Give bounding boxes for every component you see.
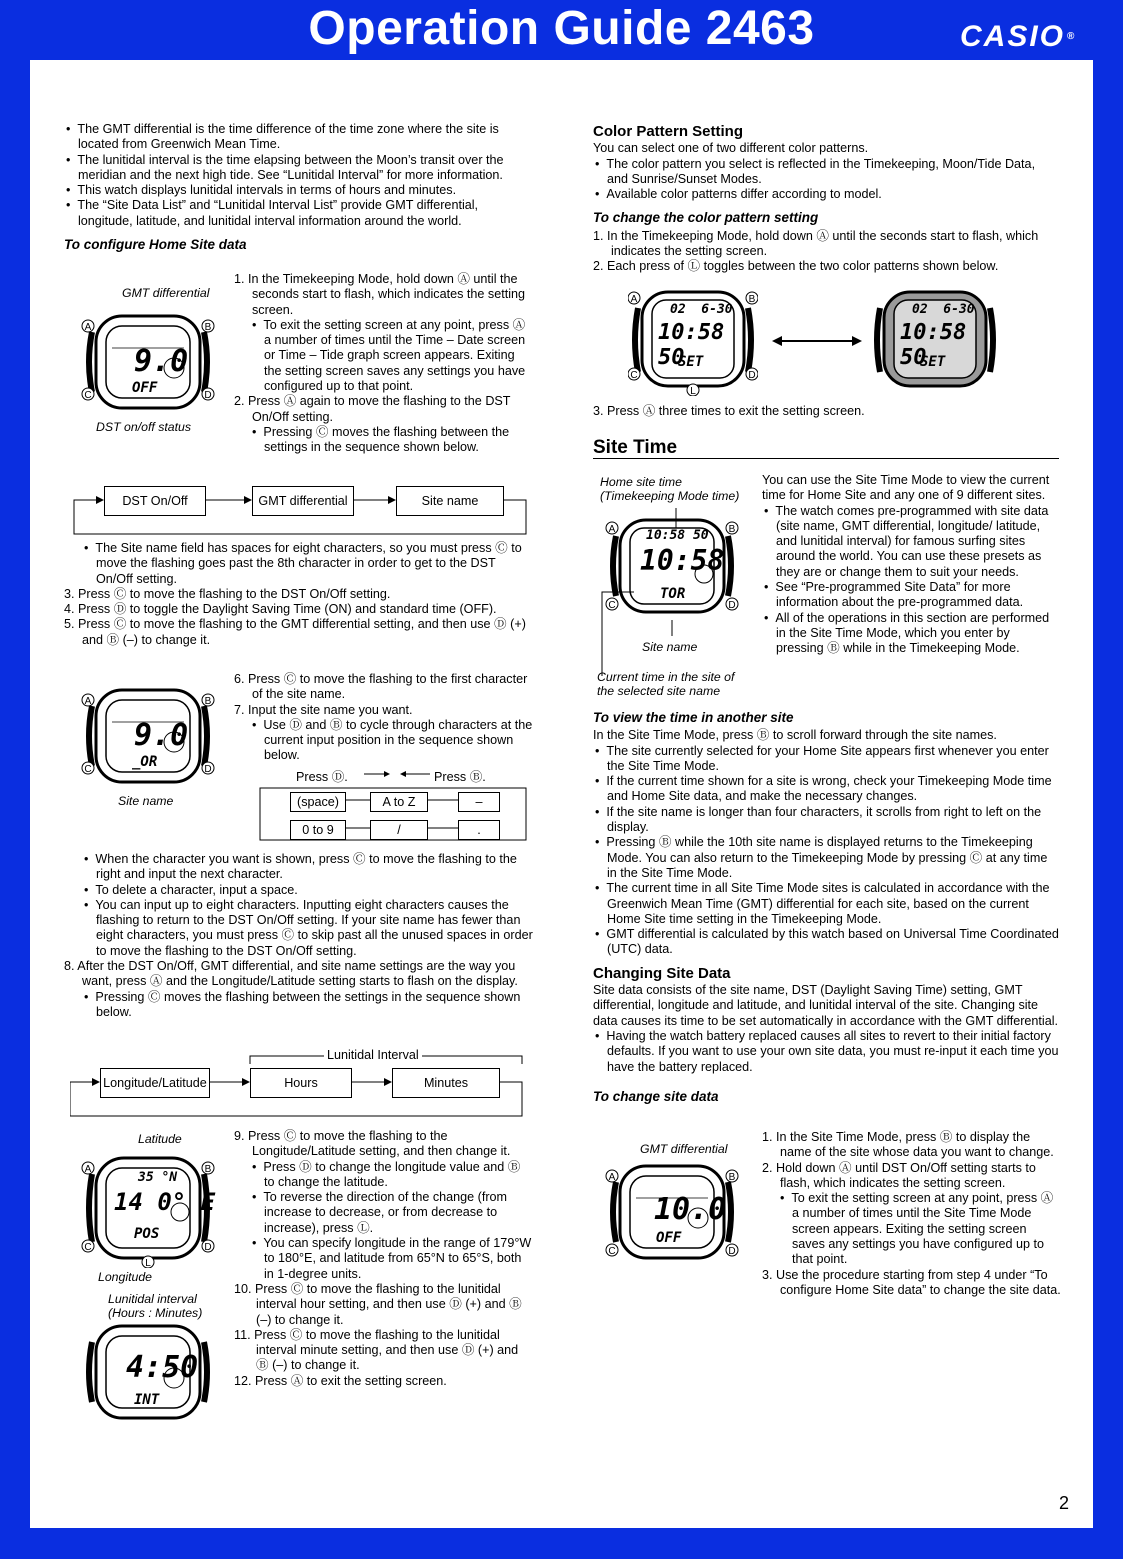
intro-bullet: • The lunitidal interval is the time elapsing between the Moon’s transit over the meridian and the next high tide. See “Lunitidal Interval” for more information. xyxy=(66,152,504,182)
color-bullet: • The color pattern you select is reflected in the Timekeeping, Moon/Tide Data, and Sunrise/Sunset Modes. xyxy=(595,156,1036,186)
view-bullet: • The site currently selected for your Home Site appears first whenever you enter the Site Time Mode. xyxy=(595,743,1049,773)
lcd-main: 10:58 xyxy=(640,544,725,577)
step-7: 7. Input the site name you want. xyxy=(234,702,413,717)
flow-box-longlat: Longitude/Latitude xyxy=(100,1068,210,1098)
color-subheading: To change the color pattern setting xyxy=(593,210,819,226)
steps-9-12 xyxy=(234,1129,534,1389)
char-box-a-to-z: A to Z xyxy=(370,792,428,812)
color-intro: You can select one of two different color patterns. xyxy=(593,141,869,156)
lcd-bottom: TOR xyxy=(660,586,686,602)
step-4: 4. Press Ⓓ to toggle the Daylight Saving Time (ON) and standard time (OFF). xyxy=(64,602,497,617)
flow-group-lunitidal: Lunitidal Interval xyxy=(324,1048,422,1062)
lcd-top: 35 °N xyxy=(138,1170,178,1185)
header-bar xyxy=(0,0,1123,58)
flow-box-minutes: Minutes xyxy=(392,1068,500,1098)
step-5: 5. Press Ⓒ to move the flashing to the GMT differential setting, and then use Ⓓ (+) and Ⓑ (–) to change it. xyxy=(64,617,526,647)
lcd-top: 02 6-30 xyxy=(912,302,975,317)
page-number: 2 xyxy=(1058,1493,1069,1513)
lcd-bottom: _OR xyxy=(132,754,158,770)
ann-lunitidal-interval: Lunitidal interval (Hours : Minutes) xyxy=(108,1292,203,1320)
svg-text:C: C xyxy=(84,764,92,775)
lcd-main: 10.0 xyxy=(654,1192,727,1227)
color-step-3-text: 3. Press Ⓐ three times to exit the setting screen. xyxy=(593,404,865,418)
lcd-top: 10:58 50 xyxy=(646,528,709,543)
char-sequence-diagram xyxy=(258,766,528,846)
logo-text: CASIO xyxy=(960,20,1066,53)
configure-steps xyxy=(234,272,534,456)
changing-intro: Site data consists of the site name, DST (Daylight Saving Time) setting, GMT differential, longitude and latitude, and lunitidal interval of the site. Changing site data causes its time to be set automatically in accordance with the GMT differential. xyxy=(593,983,1059,1028)
intro-bullet: • The GMT differential is the time difference of the time zone where the site is located from Greenwich Mean Time. xyxy=(66,122,499,152)
intro-bullet: • This watch displays lunitidal intervals in terms of hours and minutes. xyxy=(66,183,457,198)
lcd-main: 10:58 50 xyxy=(900,320,967,370)
lcd-main: 9.0 xyxy=(134,718,189,753)
watch-change-site-display xyxy=(604,1160,740,1264)
char-bullet: • To delete a character, input a space. xyxy=(84,882,298,897)
watch-color-pattern-1 xyxy=(628,286,758,396)
change-step-3: 3. Use the procedure starting from step 4 under “To configure Home Site data” to change the site data. xyxy=(762,1267,1061,1297)
char-bullet: • When the character you want is shown, press Ⓒ to move the flashing to the right and input the next character. xyxy=(84,852,517,882)
lcd-bottom: POS xyxy=(134,1226,160,1242)
step-8-bullet: • Pressing Ⓒ moves the flashing between the settings in the sequence shown below. xyxy=(84,989,521,1019)
view-bullet: • If the site name is longer than four characters, it scrolls from right to left on the display. xyxy=(595,804,1042,835)
view-intro: In the Site Time Mode, press Ⓑ to scroll forward through the site names. xyxy=(593,728,997,743)
changing-bullet: • Having the watch battery replaced causes all sites to revert to their initial factory defaults. If you want to use your own site data, you must re-input it each time you have the battery replaced. xyxy=(595,1028,1059,1074)
leader-lines xyxy=(596,508,746,688)
svg-text:D: D xyxy=(204,764,212,775)
site-time-heading-wrap xyxy=(593,437,1059,467)
svg-text:C: C xyxy=(608,600,616,611)
step-9-bullet: • Press Ⓓ to change the longitude value and Ⓑ to change the latitude. xyxy=(252,1159,521,1189)
svg-text:C: C xyxy=(84,1242,92,1253)
step-8: 8. After the DST On/Off, GMT differential, and site name settings are the way you want, press Ⓐ and the Longitude/Latitude setting starts to flash on the display. xyxy=(64,959,518,989)
char-bullet: • You can input up to eight characters. Inputting eight characters causes the flashing to return to the DST On/Off setting. If your site name has fewer than eight characters, you must press Ⓒ to skip past all the unused spaces in order to move the flashing to the DST On/Off setting. xyxy=(84,897,533,958)
lcd-top: 02 6-30 xyxy=(670,302,733,317)
registered-mark: ® xyxy=(1067,31,1077,42)
view-bullet: • Pressing Ⓑ while the 10th site name is displayed returns to the Timekeeping Mode. You can also return to the Timekeeping Mode by pressing Ⓒ at any time in the Site Time Mode. xyxy=(595,835,1048,880)
svg-text:D: D xyxy=(728,600,736,611)
watch-sitename-display xyxy=(80,682,216,790)
ann-gmt-differential-2: GMT differential xyxy=(640,1142,728,1156)
step-6: 6. Press Ⓒ to move the flashing to the first character of the site name. xyxy=(234,672,528,702)
svg-text:B: B xyxy=(728,1172,736,1183)
step-12: 12. Press Ⓐ to exit the setting screen. xyxy=(234,1373,447,1388)
svg-text:C: C xyxy=(630,370,638,381)
color-pattern-section xyxy=(593,118,1058,275)
step-1: 1. In the Timekeeping Mode, hold down Ⓐ until the seconds start to flash, which indicates the setting screen. xyxy=(234,272,526,317)
flow-box-gmt-differential: GMT differential xyxy=(252,486,354,516)
char-box-space: (space) xyxy=(290,792,346,812)
site-time-intro xyxy=(762,473,1058,657)
svg-text:A: A xyxy=(84,322,92,333)
flow-box-hours: Hours xyxy=(250,1068,352,1098)
svg-text:C: C xyxy=(84,390,92,401)
step-7-bullet: • Use Ⓓ and Ⓑ to cycle through characters at the current input position in the sequence shown below. xyxy=(252,717,533,763)
page-content xyxy=(30,60,1093,1528)
site-bullet: • The watch comes pre-programmed with site data (site name, GMT differential, longitude/ latitude, and lunitidal interval) for famous surfing sites around the world. You can use these presets as they are or change them to suit your needs. xyxy=(764,503,1049,579)
color-step: 1. In the Timekeeping Mode, hold down Ⓐ until the seconds start to flash, which indicates the setting screen. xyxy=(593,228,1039,259)
lcd-main: 14 0° E xyxy=(114,1188,216,1216)
lcd-main: 4:50 xyxy=(126,1350,199,1385)
svg-text:C: C xyxy=(608,1246,616,1257)
change-step-2: 2. Hold down Ⓐ until DST On/Off setting starts to flash, which indicates the setting screen. xyxy=(762,1160,1036,1190)
color-step-3 xyxy=(593,404,1058,419)
double-arrow-icon xyxy=(772,334,862,348)
step-1-bullet: • To exit the setting screen at any point, press Ⓐ a number of times until the Time – Date screen or Time – Tide graph screen appears. Exiting the setting screen saves any settings you have configured up to that point. xyxy=(252,317,526,394)
char-box-slash: / xyxy=(370,820,428,840)
lcd-main: 9.0 xyxy=(134,344,189,379)
char-box-period: . xyxy=(458,820,500,840)
lcd-main: 10:58 50 xyxy=(658,320,725,370)
ann-home-site-time: Home site time (Timekeeping Mode time) xyxy=(600,475,740,503)
change-step-2-bullet: • To exit the setting screen at any point, press Ⓐ a number of times until the Site Time Mode screen appears. Exiting the setting screen saves any settings you have configured up to that point. xyxy=(780,1191,1054,1267)
site-bullet: • See “Pre-programmed Site Data” for more information about the pre-programmed data. xyxy=(764,580,1024,610)
intro-bullet: • The “Site Data List” and “Lunitidal Interval List” provide GMT differential, longitude, latitude, and lunitidal interval information around the world. xyxy=(66,198,479,228)
char-box-dash: – xyxy=(458,792,500,812)
change-subheading: To change site data xyxy=(593,1088,719,1104)
view-site-section xyxy=(593,702,1059,1107)
site-time-heading: Site Time xyxy=(593,440,1059,459)
change-site-steps xyxy=(762,1130,1062,1298)
svg-text:A: A xyxy=(84,696,92,707)
step-10: 10. Press Ⓒ to move the flashing to the lunitidal interval hour setting, and then use Ⓓ (+) and Ⓑ (–) to change it. xyxy=(234,1281,522,1327)
ann-gmt-differential: GMT differential xyxy=(122,286,210,300)
svg-text:D: D xyxy=(748,370,756,381)
ann-current-time: Current time in the site of the selected site name xyxy=(597,670,735,698)
ann-dst-status: DST on/off status xyxy=(96,420,192,434)
svg-text:D: D xyxy=(204,390,212,401)
svg-text:L: L xyxy=(690,386,696,396)
page-title: Operation Guide 2463 xyxy=(308,2,815,55)
flow-box-site-name: Site name xyxy=(396,486,504,516)
watch-color-pattern-2 xyxy=(870,286,1000,396)
ann-site-name: Site name xyxy=(118,794,174,808)
svg-text:B: B xyxy=(748,294,756,305)
color-step: 2. Each press of Ⓛ toggles between the two color patterns shown below. xyxy=(593,259,999,274)
svg-text:D: D xyxy=(204,1242,212,1253)
step-2: 2. Press Ⓐ again to move the flashing to the DST On/Off setting. xyxy=(234,394,511,424)
svg-text:B: B xyxy=(204,1164,212,1175)
char-bullets-and-step-8 xyxy=(64,852,534,1020)
flow-diagram-longlat xyxy=(70,1048,530,1120)
press-d-label: Press Ⓓ. xyxy=(296,770,348,784)
watch-longlat-display xyxy=(80,1150,216,1268)
view-bullet: • The current time in all Site Time Mode sites is calculated in accordance with the Greenwich Mean Time (GMT) differential for each site, based on the current Home Site time setting in the Timekeeping Mode. xyxy=(595,881,1050,926)
lcd-bottom: SET xyxy=(678,354,704,370)
site-intro: You can use the Site Time Mode to view the current time for Home Site and any one of 9 different sites. xyxy=(762,473,1050,503)
lcd-bottom: SET xyxy=(920,354,946,370)
view-bullet: • If the current time shown for a site is wrong, check your Timekeeping Mode time and Home Site data, and make the necessary changes. xyxy=(595,774,1052,804)
svg-text:A: A xyxy=(608,1172,616,1183)
svg-text:B: B xyxy=(204,696,212,707)
step-9-bullet: • To reverse the direction of the change (from increase to decrease, or from decrease to increase), press Ⓛ. xyxy=(252,1190,508,1235)
color-heading: Color Pattern Setting xyxy=(593,123,744,140)
svg-text:B: B xyxy=(204,322,212,333)
step-9: 9. Press Ⓒ to move the flashing to the Longitude/Latitude setting, and then change it. xyxy=(234,1129,511,1159)
left-column xyxy=(64,122,534,255)
sitename-bullet: • The Site name field has spaces for eight characters, so you must press Ⓒ to move the flashing goes past the 8th character in order to get to the DST On/Off setting. xyxy=(84,541,522,586)
casio-logo xyxy=(960,22,1076,52)
lcd-bottom: OFF xyxy=(656,1230,682,1246)
change-step-1: 1. In the Site Time Mode, press Ⓑ to display the name of the site whose data you want to change. xyxy=(762,1130,1054,1160)
flow-box-dst-onoff: DST On/Off xyxy=(104,486,206,516)
svg-text:L: L xyxy=(145,1258,151,1268)
svg-text:A: A xyxy=(630,294,638,305)
lcd-bottom: OFF xyxy=(132,380,158,396)
ann-longitude: Longitude xyxy=(98,1270,153,1284)
steps-6-7 xyxy=(234,672,534,764)
svg-text:A: A xyxy=(608,524,616,535)
svg-text:A: A xyxy=(84,1164,92,1175)
view-bullet: • GMT differential is calculated by this watch based on Universal Time Coordinated (UTC) data. xyxy=(595,927,1059,957)
step-11: 11. Press Ⓒ to move the flashing to the lunitidal interval minute setting, and then use Ⓓ (+) and Ⓑ (–) to change it. xyxy=(234,1327,519,1373)
lcd-bottom: INT xyxy=(134,1392,160,1408)
ann-site-name-2: Site name xyxy=(642,640,698,654)
watch-gmt-display xyxy=(80,308,216,416)
step-9-bullet: • You can specify longitude in the range of 179°W to 180°E, and latitude from 65°N to 65°S, both in 1-degree units. xyxy=(252,1236,532,1281)
press-b-label: Press Ⓑ. xyxy=(434,770,486,784)
color-bullet: • Available color patterns differ according to model. xyxy=(595,187,882,202)
changing-heading: Changing Site Data xyxy=(593,964,731,982)
svg-text:B: B xyxy=(728,524,736,535)
flow-diagram-dst xyxy=(70,484,530,538)
view-subheading: To view the time in another site xyxy=(593,710,794,725)
ann-latitude: Latitude xyxy=(138,1132,182,1146)
svg-text:D: D xyxy=(728,1246,736,1257)
step-3: 3. Press Ⓒ to move the flashing to the DST On/Off setting. xyxy=(64,586,391,601)
watch-lunitidal-display xyxy=(80,1322,216,1422)
configure-heading: To configure Home Site data xyxy=(64,237,247,253)
site-bullet: • All of the operations in this section are performed in the Site Time Mode, which you enter by pressing Ⓑ while in the Timekeeping Mode. xyxy=(764,610,1050,656)
char-box-0-to-9: 0 to 9 xyxy=(290,820,346,840)
step-2-bullet: • Pressing Ⓒ moves the flashing between the settings in the sequence shown below. xyxy=(252,424,510,455)
steps-3-5 xyxy=(64,541,534,648)
